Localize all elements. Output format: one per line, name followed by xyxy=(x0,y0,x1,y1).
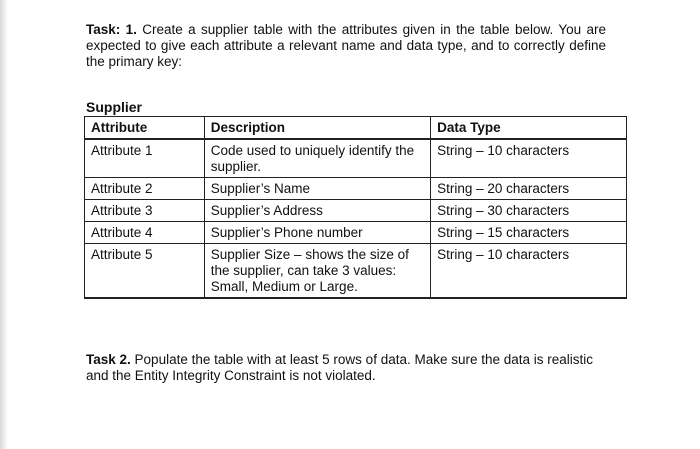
task-2-text: Populate the table with at least 5 rows of data. Make sure the data is realistic and the Entity Integrity Constraint is not violated. xyxy=(86,352,594,383)
table-row xyxy=(85,200,627,222)
table-row xyxy=(85,244,627,299)
table-header-row xyxy=(85,117,627,140)
cell-data-type: String – 10 characters xyxy=(431,244,627,299)
cell-description: Supplier’s Name xyxy=(204,178,430,200)
task-1-label: Task: 1. xyxy=(86,22,137,37)
table-caption: Supplier xyxy=(86,99,143,115)
cell-description: Supplier’s Phone number xyxy=(204,222,430,244)
cell-attribute: Attribute 4 xyxy=(85,222,205,244)
cell-description: Code used to uniquely identify the supplier. xyxy=(204,139,430,178)
cell-description: Supplier Size – shows the size of the supplier, can take 3 values: Small, Medium or Large. xyxy=(204,244,430,299)
page-edge-shadow xyxy=(0,0,8,449)
supplier-attributes-table xyxy=(84,116,627,299)
cell-data-type: String – 15 characters xyxy=(431,222,627,244)
cell-attribute: Attribute 2 xyxy=(85,178,205,200)
cell-data-type: String – 20 characters xyxy=(431,178,627,200)
task-2-paragraph xyxy=(86,352,606,384)
table-row xyxy=(85,222,627,244)
task-1-text: Create a supplier table with the attributes given in the table below. You are expected to give each attribute a relevant name and data type, and to correctly define the primary key: xyxy=(86,22,606,69)
header-description: Description xyxy=(204,117,430,140)
task-2-label: Task 2. xyxy=(86,352,131,367)
cell-data-type: String – 30 characters xyxy=(431,200,627,222)
cell-description: Supplier’s Address xyxy=(204,200,430,222)
header-data-type: Data Type xyxy=(431,117,627,140)
task-1-paragraph xyxy=(86,22,606,70)
header-attribute: Attribute xyxy=(85,117,205,140)
cell-attribute: Attribute 3 xyxy=(85,200,205,222)
cell-attribute: Attribute 1 xyxy=(85,139,205,178)
table-row xyxy=(85,178,627,200)
table-row xyxy=(85,139,627,178)
cell-attribute: Attribute 5 xyxy=(85,244,205,299)
cell-data-type: String – 10 characters xyxy=(431,139,627,178)
